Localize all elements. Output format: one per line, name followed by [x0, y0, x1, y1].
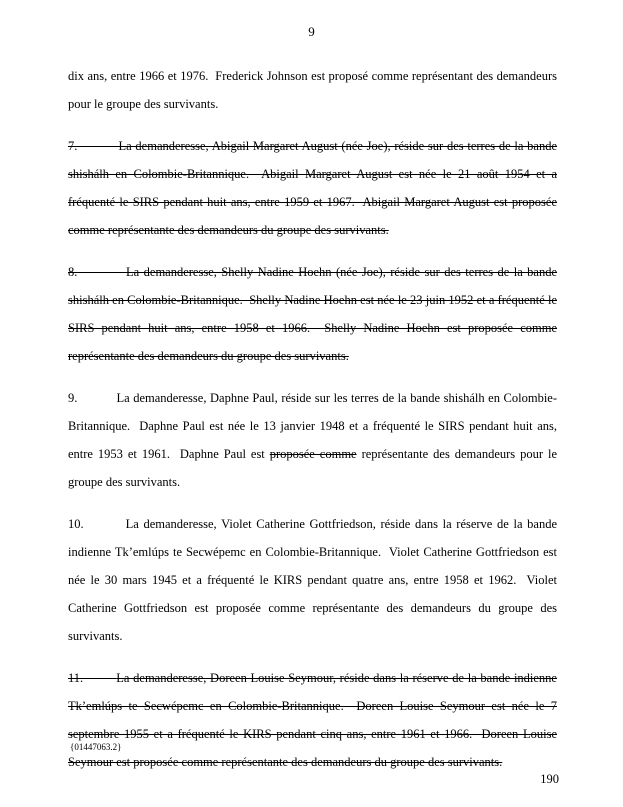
paragraph-9 [68, 384, 557, 496]
paragraph-number: 7. [68, 139, 119, 153]
paragraph-11 [68, 664, 557, 776]
paragraph-7 [68, 132, 557, 244]
body-text: représentante des demandeurs pour le groupe des survivants. [68, 447, 557, 489]
document-id-stamp: {01447063.2} [70, 742, 122, 752]
struck-text: La demanderesse, Doreen Louise Seymour, réside dans la réserve de la bande indienne Tk’emlúps te Secwépemc en Colombie-Britannique. Doreen Louise Seymour est née le 7 septembre 1955 et a fréquenté le KIRS pendant cinq ans, entre 1961 et 1966. Doreen Louise Seymour est proposée comme représentante des demandeurs du groupe des survivants. [68, 671, 557, 769]
page-number-bottom: 190 [540, 772, 559, 786]
paragraph-8 [68, 258, 557, 370]
page-number-top: 9 [308, 24, 315, 39]
body-text: La demanderesse, Violet Catherine Gottfriedson, réside dans la réserve de la bande indienne Tk’emlúps te Secwépemc en Colombie-Britannique. Violet Catherine Gottfriedson est née le 30 mars 1945 et a fréquenté le KIRS pendant quatre ans, entre 1958 et 1962. Violet Catherine Gottfriedson est proposée comme représentante des demandeurs du groupe des survivants. [68, 517, 558, 643]
body-text: dix ans, entre 1966 et 1976. Frederick Johnson est proposé comme représentant des demandeurs pour le groupe des survivants. [68, 69, 557, 111]
paragraph-number: 10. [68, 517, 126, 531]
struck-text: La demanderesse, Shelly Nadine Hoehn (née Joe), réside sur des terres de la bande shishálh en Colombie-Britannique. Shelly Nadine Hoehn est née le 23 juin 1952 et a fréquenté le SIRS pendant huit ans, entre 1958 et 1966. Shelly Nadine Hoehn est proposée comme représentante des demandeurs du groupe des survivants. [68, 265, 558, 363]
body-text: La demanderesse, Daphne Paul, réside sur les terres de la bande shishálh en Colombie-Britannique. Daphne Paul est née le 13 janvier 1948 et a fréquenté le SIRS pendant huit ans, entre 1953 et 1961. Daphne Paul est [68, 391, 558, 461]
paragraph-continuation [68, 62, 557, 118]
paragraph-number: 11. [68, 671, 117, 685]
paragraph-10 [68, 510, 557, 650]
struck-text: La demanderesse, Abigail Margaret August (née Joe), réside sur des terres de la bande shishálh en Colombie-Britannique. Abigail Margaret August est née le 21 août 1954 et a fréquenté le SIRS pendant huit ans, entre 1959 et 1967. Abigail Margaret August est proposée comme représentante des demandeurs du groupe des survivants. [68, 139, 557, 237]
struck-text: proposée comme [269, 447, 357, 461]
document-body [68, 62, 557, 776]
paragraph-number: 8. [68, 265, 127, 279]
paragraph-number: 9. [68, 391, 117, 405]
